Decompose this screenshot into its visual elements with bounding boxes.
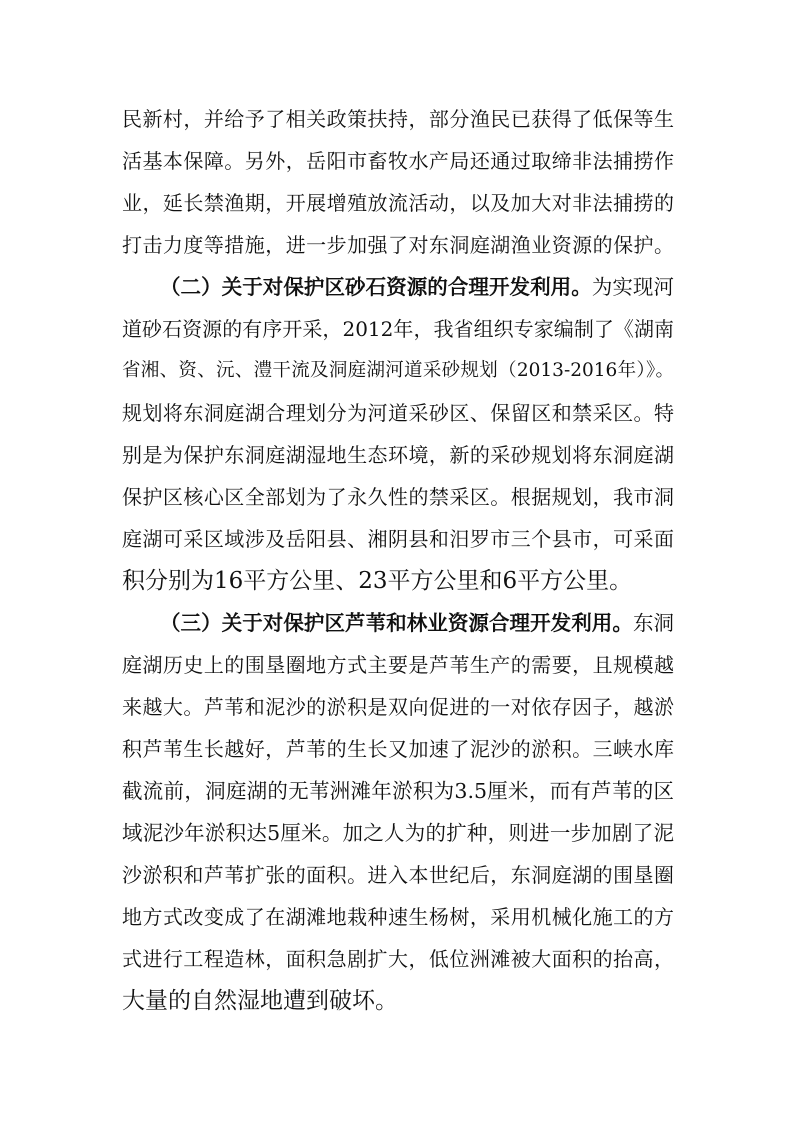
text-run: 东洞 (632, 611, 674, 635)
text-line: 来越大。芦苇和泥沙的淤积是双向促进的一对依存因子，越淤 (122, 695, 674, 719)
text-line: 业，延长禁渔期，开展增殖放流活动，以及加大对非法捕捞的 (122, 191, 674, 215)
text-line: 活基本保障。另外，岳阳市畜牧水产局还通过取缔非法捕捞作 (122, 149, 674, 173)
text-line: 积芦苇生长越好，芦苇的生长又加速了泥沙的淤积。三峡水库 (122, 737, 674, 761)
text-line: 打击力度等措施，进一步加强了对东洞庭湖渔业资源的保护。 (122, 233, 674, 257)
section-heading: （三）关于对保护区芦苇和林业资源合理开发利用。 (160, 611, 633, 635)
text-line: 规划将东洞庭湖合理划分为河道采砂区、保留区和禁采区。特 (122, 401, 674, 425)
text-line: 式进行工程造林，面积急剧扩大，低位洲滩被大面积的抬高， (122, 947, 674, 971)
section-heading: （二）关于对保护区砂石资源的合理开发利用。 (160, 275, 592, 299)
text-line: 庭湖历史上的围垦圈地方式主要是芦苇生产的需要，且规模越 (122, 653, 674, 677)
text-line: 截流前，洞庭湖的无苇洲滩年淤积为3.5厘米，而有芦苇的区 (122, 779, 674, 803)
text-line: 沙淤积和芦苇扩张的面积。进入本世纪后，东洞庭湖的围垦圈 (122, 863, 674, 887)
text-line (160, 270, 674, 304)
text-run: 为实现河 (591, 275, 674, 299)
text-line: 地方式改变成了在湖滩地栽种速生杨树，采用机械化施工的方 (122, 905, 674, 929)
text-line: 庭湖可采区域涉及岳阳县、湘阴县和汨罗市三个县市，可采面 (122, 527, 674, 551)
text-line: 民新村，并给予了相关政策扶持，部分渔民已获得了低保等生 (122, 107, 674, 131)
text-line: 积分别为16平方公里、23平方公里和6平方公里。 (122, 568, 633, 594)
text-line: 域泥沙年淤积达5厘米。加之人为的扩种，则进一步加剧了泥 (122, 821, 674, 845)
text-line: 道砂石资源的有序开采，2012年，我省组织专家编制了《湖南 (122, 317, 674, 341)
text-line: 别是为保护东洞庭湖湿地生态环境，新的采砂规划将东洞庭湖 (122, 443, 674, 467)
text-line: 省湘、资、沅、澧干流及洞庭湖河道采砂规划（2013-2016年）》。 (122, 360, 674, 381)
text-line: 大量的自然湿地遭到破坏。 (122, 988, 398, 1014)
text-line: 保护区核心区全部划为了永久性的禁采区。根据规划，我市洞 (122, 485, 674, 509)
text-line (160, 606, 674, 640)
